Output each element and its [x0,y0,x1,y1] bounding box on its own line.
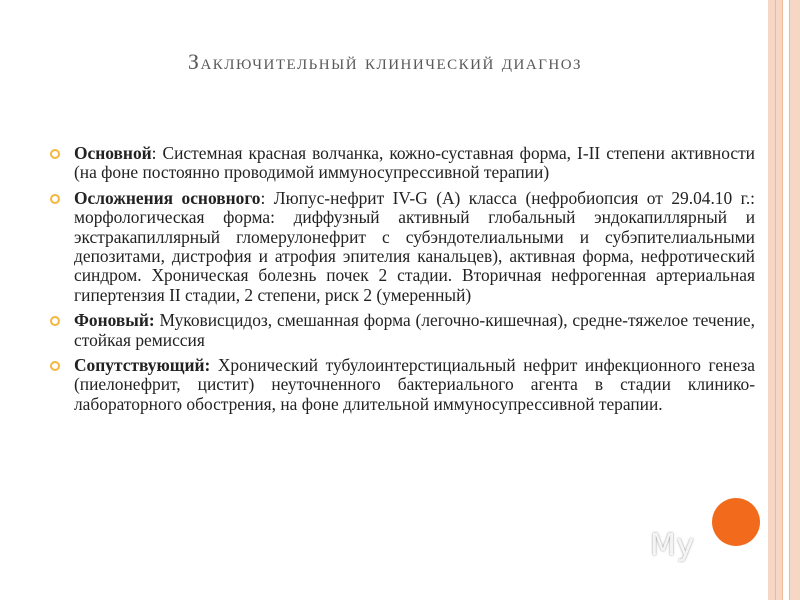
item-label: Осложнения основного [74,187,261,208]
item-separator: : [151,143,163,163]
item-label: Основной [74,143,152,163]
widget-circle[interactable] [712,498,760,546]
item-separator: : [260,187,274,208]
item-text: Хронический тубулоинтерстициальный нефрит инфекционного генеза (пиелонефрит, цистит) неуточненного бактериального агента в стадии клинико-лабораторного обострения, на фоне длительной иммуносупрессивной терапии. [74,355,755,414]
decorative-side-stripe [782,0,790,600]
floating-widget[interactable] [614,498,764,576]
item-separator [210,355,218,375]
bullet-icon [50,194,60,204]
bullet-icon [50,149,60,159]
item-text: Люпус-нефрит IV-G (A) класса (нефробиопсия от 29.04.10 г.: морфологическая форма: диффузный активный глобальный эндокапиллярный и экстракапиллярный гломерулонефрит с субэндотелиальными и субэпителиальными депозитами, дистрофия и атрофия эпителия канальцев), активная форма, нефротический синдром. Хроническая болезнь почек 2 стадии. Вторичная нефрогенная артериальная гипертензия II стадии, 2 степени, риск 2 (умеренный) [74,187,755,305]
list-item-primary [50,144,755,183]
diagnosis-list [50,144,755,420]
item-label: Фоновый: [74,310,155,331]
list-item-complications [50,189,755,305]
bullet-icon [50,361,60,371]
widget-label: My [650,528,695,563]
item-text: Муковисцидоз, смешанная форма (легочно-кишечная), средне-тяжелое течение, стойкая ремиссия [74,310,755,350]
decorative-side-line [775,0,776,600]
list-item-concomitant [50,356,755,414]
bullet-icon [50,316,60,326]
bar-chart-icon [622,532,650,562]
list-item-background [50,311,755,350]
item-label: Сопутствующий: [74,355,211,376]
slide-title: Заключительный клинический диагноз [187,49,583,74]
item-text: Системная красная волчанка, кожно-суставная форма, I-II степени активности (на фоне постоянно проводимой иммуносупрессивной терапии) [74,143,755,183]
